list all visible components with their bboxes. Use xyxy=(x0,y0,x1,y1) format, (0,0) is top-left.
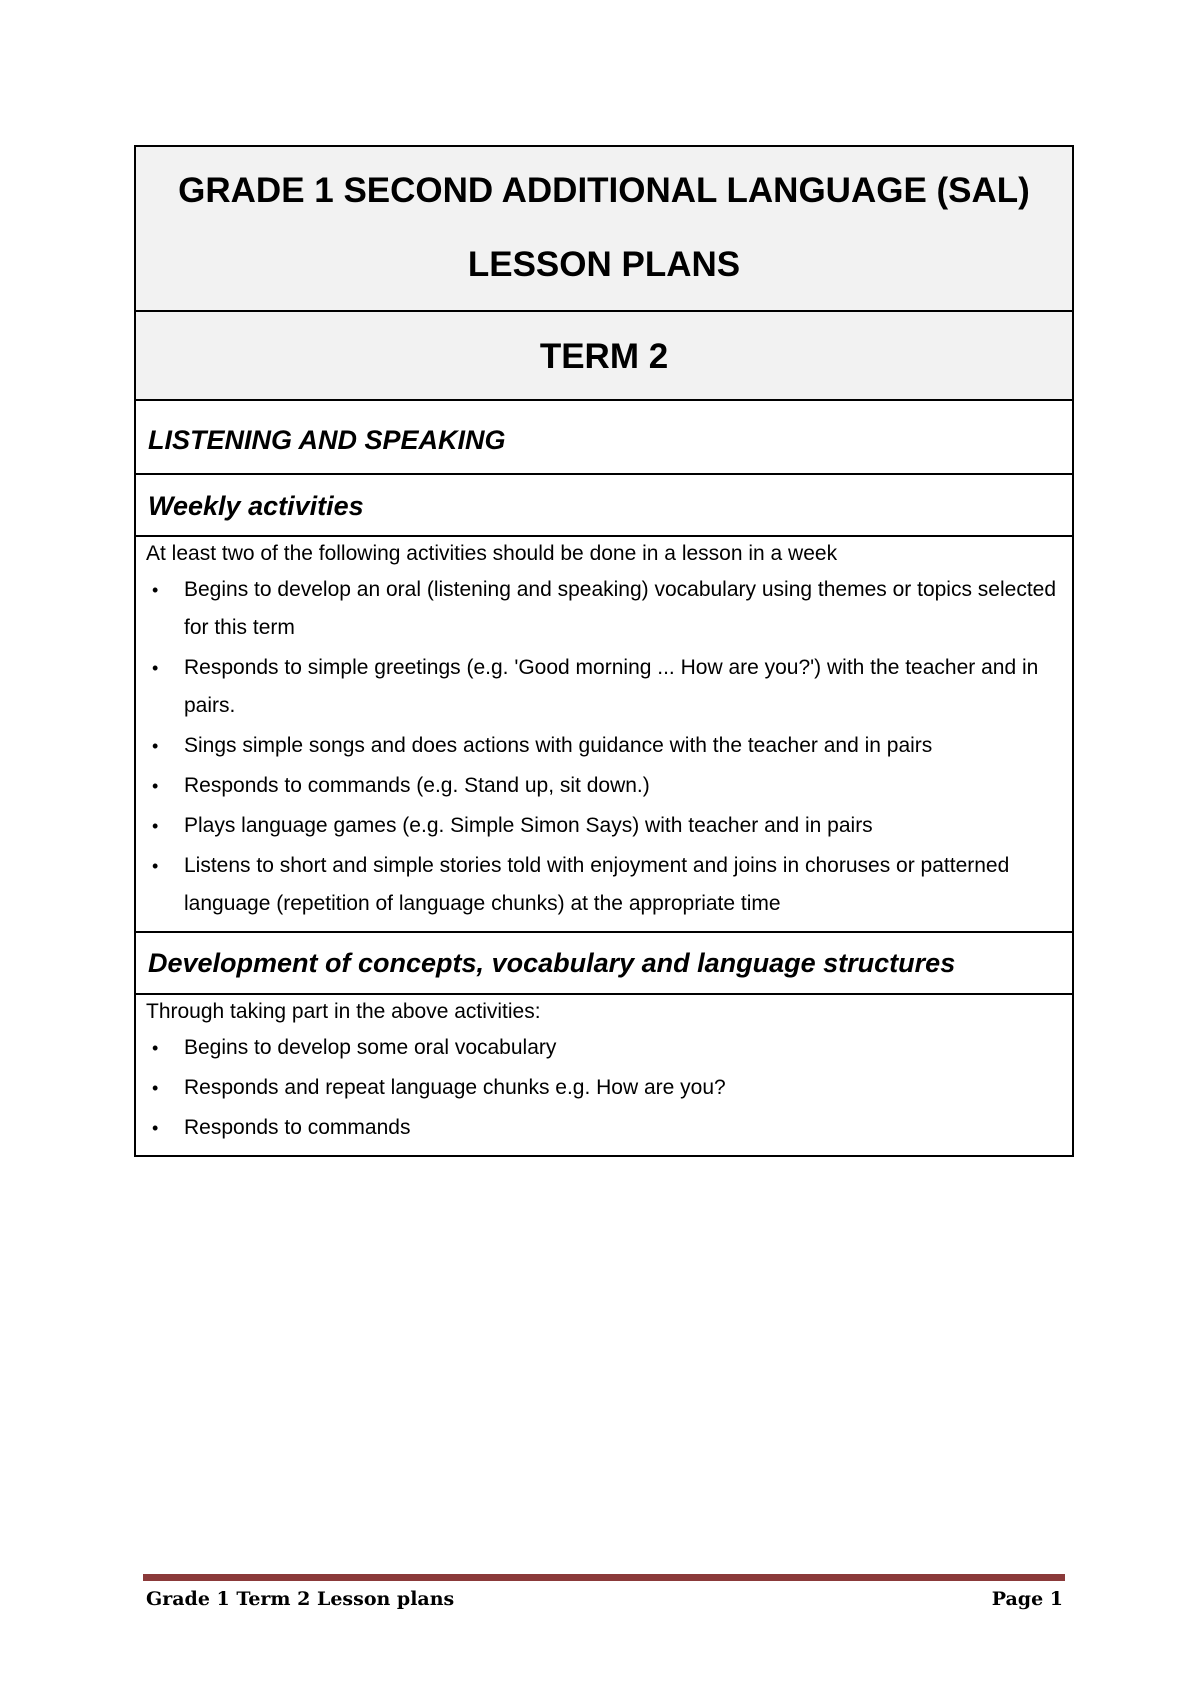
list-item xyxy=(146,807,1064,845)
title-cell xyxy=(136,147,1072,312)
development-list xyxy=(146,1029,1064,1147)
list-item xyxy=(146,649,1064,725)
list-item-text: Sings simple songs and does actions with guidance with the teacher and in pairs xyxy=(184,734,933,757)
bullet-icon: • xyxy=(152,658,159,678)
footer-page-number: Page 1 xyxy=(991,1588,1063,1610)
bullet-icon: • xyxy=(152,856,159,876)
weekly-activities-list xyxy=(146,571,1064,923)
weekly-intro: At least two of the following activities should be done in a lesson in a week xyxy=(146,542,838,565)
footer-document-label: Grade 1 Term 2 Lesson plans xyxy=(146,1588,455,1610)
development-intro: Through taking part in the above activities: xyxy=(146,1000,541,1023)
bullet-icon: • xyxy=(152,580,159,600)
list-item-text: Responds and repeat language chunks e.g. How are you? xyxy=(184,1076,726,1099)
lesson-plan-table xyxy=(134,145,1074,1157)
list-item xyxy=(146,1029,1064,1067)
term-heading: TERM 2 xyxy=(136,312,1072,401)
development-body xyxy=(136,995,1072,1155)
list-item xyxy=(146,1069,1064,1107)
footer-divider xyxy=(143,1574,1065,1581)
list-item xyxy=(146,767,1064,805)
list-item-text: Responds to commands (e.g. Stand up, sit down.) xyxy=(184,774,650,797)
weekly-activities-body xyxy=(136,537,1072,933)
weekly-activities-heading: Weekly activities xyxy=(136,475,1072,537)
bullet-icon: • xyxy=(152,736,159,756)
list-item-text: Responds to commands xyxy=(184,1116,411,1139)
list-item-text: Begins to develop some oral vocabulary xyxy=(184,1036,557,1059)
listening-speaking-heading: LISTENING AND SPEAKING xyxy=(136,401,1072,475)
bullet-icon: • xyxy=(152,1038,159,1058)
bullet-icon: • xyxy=(152,1078,159,1098)
list-item xyxy=(146,1109,1064,1147)
list-item xyxy=(146,571,1064,647)
document-subtitle: LESSON PLANS xyxy=(467,245,741,284)
list-item-text: Plays language games (e.g. Simple Simon Says) with teacher and in pairs xyxy=(184,814,873,837)
bullet-icon: • xyxy=(152,1118,159,1138)
list-item-text: Begins to develop an oral (listening and speaking) vocabulary using themes or topics selected for this term xyxy=(184,578,1057,639)
development-heading: Development of concepts, vocabulary and language structures xyxy=(136,933,1072,995)
list-item xyxy=(146,727,1064,765)
document-title: GRADE 1 SECOND ADDITIONAL LANGUAGE (SAL) xyxy=(178,171,1030,210)
list-item-text: Listens to short and simple stories told with enjoyment and joins in choruses or patterned language (repetition of language chunks) at the appropriate time xyxy=(184,854,1010,915)
bullet-icon: • xyxy=(152,776,159,796)
bullet-icon: • xyxy=(152,816,159,836)
list-item-text: Responds to simple greetings (e.g. 'Good morning ... How are you?') with the teacher and in pairs. xyxy=(184,656,1039,717)
list-item xyxy=(146,847,1064,923)
